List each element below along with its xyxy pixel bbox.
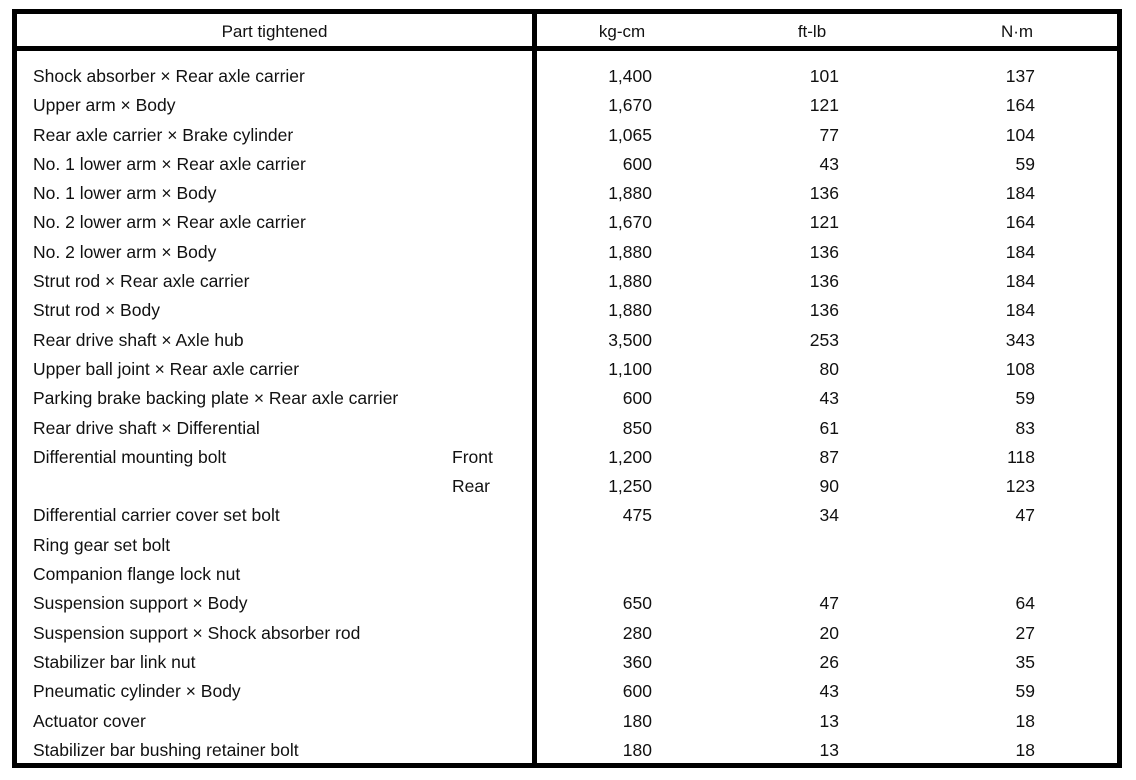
n-m-cell: 59 (1015, 388, 1035, 409)
kg-cm-cell: 1,670 (608, 212, 652, 233)
table-row (17, 707, 1117, 736)
ft-lb-cell: 13 (819, 739, 839, 760)
header-kg-cm: kg-cm (598, 22, 646, 41)
kg-cm-cell: 600 (622, 153, 652, 174)
kg-cm-cell: 180 (622, 710, 652, 731)
ft-lb-cell: 253 (809, 329, 839, 350)
n-m-cell: 184 (1005, 271, 1035, 292)
part-cell: Stabilizer bar bushing retainer bolt (33, 739, 299, 760)
table-row (17, 326, 1117, 355)
ft-lb-cell: 34 (819, 505, 839, 526)
table-row (17, 150, 1117, 179)
n-m-cell: 64 (1015, 593, 1035, 614)
part-cell: Ring gear set bolt (33, 534, 171, 555)
part-cell: Pneumatic cylinder × Body (33, 681, 241, 702)
ft-lb-cell: 121 (809, 95, 839, 116)
ft-lb-cell: 43 (819, 388, 839, 409)
header-divider (17, 46, 1117, 51)
table-row (17, 501, 1117, 530)
table-row (17, 208, 1117, 237)
table-row (17, 62, 1117, 91)
part-cell: Stabilizer bar link nut (33, 651, 196, 672)
n-m-cell: 343 (1005, 329, 1035, 350)
ft-lb-cell: 136 (809, 300, 839, 321)
position-cell: Rear (452, 476, 490, 497)
n-m-cell: 184 (1005, 241, 1035, 262)
table-row (17, 443, 1117, 472)
kg-cm-cell: 600 (622, 388, 652, 409)
header-n-m: N·m (1000, 22, 1034, 41)
table-row (17, 677, 1117, 706)
ft-lb-cell: 136 (809, 241, 839, 262)
part-cell: Parking brake backing plate × Rear axle carrier (33, 388, 399, 409)
table-row (17, 91, 1117, 120)
kg-cm-cell: 1,880 (608, 300, 652, 321)
part-cell: Upper arm × Body (33, 95, 176, 116)
n-m-cell: 104 (1005, 124, 1035, 145)
part-cell: No. 2 lower arm × Body (33, 241, 217, 262)
header-ft-lb: ft-lb (797, 22, 827, 41)
table-row (17, 531, 1117, 560)
table-row (17, 589, 1117, 618)
kg-cm-cell: 1,880 (608, 271, 652, 292)
n-m-cell: 164 (1005, 95, 1035, 116)
ft-lb-cell: 101 (809, 66, 839, 86)
part-cell: Differential carrier cover set bolt (33, 505, 280, 526)
kg-cm-cell: 1,400 (608, 66, 652, 86)
n-m-cell: 83 (1015, 417, 1035, 438)
table-row (17, 414, 1117, 443)
kg-cm-cell: 650 (622, 593, 652, 614)
n-m-cell: 137 (1005, 66, 1035, 86)
n-m-cell: 108 (1005, 358, 1035, 379)
torque-spec-table (12, 9, 1122, 768)
part-cell: Suspension support × Shock absorber rod (33, 622, 361, 643)
part-cell: Companion flange lock nut (33, 564, 241, 585)
ft-lb-cell: 20 (819, 622, 839, 643)
kg-cm-cell: 1,200 (608, 446, 652, 467)
table-row (17, 179, 1117, 208)
ft-lb-cell: 43 (819, 681, 839, 702)
n-m-cell: 18 (1015, 710, 1035, 731)
kg-cm-cell: 360 (622, 651, 652, 672)
table-row (17, 238, 1117, 267)
ft-lb-cell: 87 (819, 446, 839, 467)
kg-cm-cell: 1,065 (608, 124, 652, 145)
ft-lb-cell: 90 (819, 476, 839, 497)
table-row (17, 355, 1117, 384)
ft-lb-cell: 121 (809, 212, 839, 233)
table-row (17, 121, 1117, 150)
n-m-cell: 59 (1015, 681, 1035, 702)
ft-lb-cell: 13 (819, 710, 839, 731)
n-m-cell: 27 (1015, 622, 1035, 643)
part-cell: Actuator cover (33, 710, 146, 731)
position-cell: Front (452, 446, 493, 467)
table-row (17, 296, 1117, 325)
part-cell: Upper ball joint × Rear axle carrier (33, 358, 300, 379)
table-row (17, 619, 1117, 648)
table-body (17, 62, 1117, 765)
kg-cm-cell: 1,880 (608, 241, 652, 262)
part-cell: Suspension support × Body (33, 593, 248, 614)
part-cell: Rear drive shaft × Axle hub (33, 329, 244, 350)
table-row (17, 648, 1117, 677)
n-m-cell: 184 (1005, 183, 1035, 204)
table-row (17, 267, 1117, 296)
part-cell: No. 2 lower arm × Rear axle carrier (33, 212, 306, 233)
kg-cm-cell: 1,880 (608, 183, 652, 204)
n-m-cell: 59 (1015, 153, 1035, 174)
ft-lb-cell: 80 (819, 358, 839, 379)
table-row (17, 736, 1117, 765)
kg-cm-cell: 850 (622, 417, 652, 438)
kg-cm-cell: 280 (622, 622, 652, 643)
n-m-cell: 47 (1015, 505, 1035, 526)
ft-lb-cell: 43 (819, 153, 839, 174)
ft-lb-cell: 136 (809, 183, 839, 204)
table-header (17, 14, 1117, 46)
n-m-cell: 35 (1015, 651, 1035, 672)
part-cell: Strut rod × Rear axle carrier (33, 271, 250, 292)
kg-cm-cell: 475 (622, 505, 652, 526)
kg-cm-cell: 3,500 (608, 329, 652, 350)
table-row (17, 560, 1117, 589)
ft-lb-cell: 47 (819, 593, 839, 614)
part-cell: Rear axle carrier × Brake cylinder (33, 124, 294, 145)
kg-cm-cell: 180 (622, 739, 652, 760)
ft-lb-cell: 26 (819, 651, 839, 672)
kg-cm-cell: 1,250 (608, 476, 652, 497)
n-m-cell: 18 (1015, 739, 1035, 760)
n-m-cell: 123 (1005, 476, 1035, 497)
n-m-cell: 184 (1005, 300, 1035, 321)
part-cell: No. 1 lower arm × Rear axle carrier (33, 153, 306, 174)
part-cell: Rear drive shaft × Differential (33, 417, 260, 438)
part-cell: Shock absorber × Rear axle carrier (33, 66, 305, 86)
table-row (17, 472, 1117, 501)
kg-cm-cell: 1,100 (608, 358, 652, 379)
part-cell: Strut rod × Body (33, 300, 160, 321)
ft-lb-cell: 136 (809, 271, 839, 292)
ft-lb-cell: 77 (819, 124, 839, 145)
n-m-cell: 164 (1005, 212, 1035, 233)
part-cell: Differential mounting bolt (33, 446, 227, 467)
header-part-tightened: Part tightened (221, 22, 328, 41)
kg-cm-cell: 1,670 (608, 95, 652, 116)
n-m-cell: 118 (1007, 446, 1035, 467)
kg-cm-cell: 600 (622, 681, 652, 702)
ft-lb-cell: 61 (819, 417, 839, 438)
part-cell: No. 1 lower arm × Body (33, 183, 217, 204)
table-row (17, 384, 1117, 413)
